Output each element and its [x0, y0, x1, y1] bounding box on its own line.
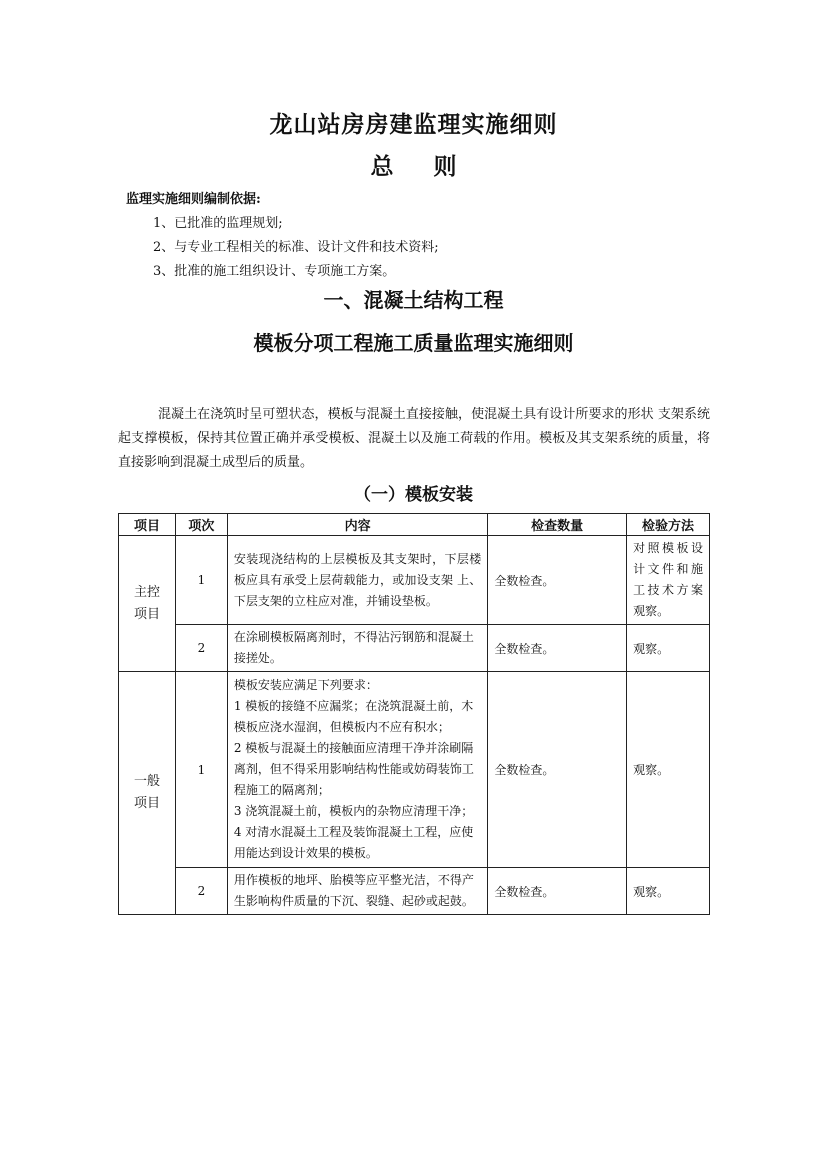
method-cell: 观察。	[627, 868, 710, 915]
category-line: 一般	[133, 774, 160, 789]
index-cell: 1	[175, 672, 227, 868]
content-cell: 用作模板的地坪、胎模等应平整光洁，不得产生影响构件质量的下沉、裂缝、起砂或起鼓。	[227, 868, 487, 915]
document-title: 龙山站房房建监理实施细则	[269, 111, 558, 138]
table-row	[119, 868, 710, 915]
content-line: 2 模板与混凝土的接触面应清理干净并涂刷隔离剂，但不得采用影响结构性能或妨碍装饰工程施工的隔离剂；	[233, 741, 474, 797]
index-cell: 2	[175, 625, 227, 672]
header-inspection-method: 检验方法	[627, 514, 710, 536]
check-quantity-cell: 全数检查。	[488, 536, 627, 625]
content-cell: 安装现浇结构的上层模板及其支架时，下层楼板应具有承受上层荷载能力，或加设支架 上、下层支架的立柱应对准，并铺设垫板。	[227, 536, 487, 625]
basis-item: 3、批准的施工组织设计、专项施工方案。	[153, 264, 396, 279]
content-cell	[227, 672, 487, 868]
index-cell: 2	[175, 868, 227, 915]
header-index: 项次	[175, 514, 227, 536]
header-item: 项目	[119, 514, 176, 536]
section-title: 一、混凝土结构工程	[323, 288, 504, 312]
table-row	[119, 672, 710, 868]
check-quantity-cell: 全数检查。	[488, 868, 627, 915]
section-subtitle: 模板分项工程施工质量监理实施细则	[253, 331, 574, 355]
inspection-table	[118, 513, 710, 915]
check-quantity-cell: 全数检查。	[488, 625, 627, 672]
index-cell: 1	[175, 536, 227, 625]
category-line: 主控	[133, 584, 160, 600]
table-row	[119, 625, 710, 672]
content-line: 1 模板的接缝不应漏浆；在浇筑混凝土前，木模板应浇水湿润，但模板内不应有积水；	[233, 699, 474, 734]
category-line: 项目	[133, 796, 160, 811]
table-title: （一）模板安装	[354, 485, 473, 505]
basis-heading: 监理实施细则编制依据:	[126, 192, 261, 207]
content-line: 3 浇筑混凝土前，模板内的杂物应清理干净；	[233, 804, 474, 818]
header-check-quantity: 检查数量	[488, 514, 627, 536]
method-cell: 观察。	[627, 672, 710, 868]
category-cell	[119, 536, 176, 672]
basis-item: 1、已批准的监理规划;	[153, 216, 283, 231]
table-row	[119, 536, 710, 625]
method-cell: 对照模板设计文件和施工技术方案观察。	[627, 536, 710, 625]
header-content: 内容	[227, 514, 487, 536]
content-line: 模板安装应满足下列要求：	[233, 678, 378, 692]
table-header-row	[119, 514, 710, 536]
category-line: 项目	[133, 606, 160, 622]
method-cell: 观察。	[627, 625, 710, 672]
category-cell	[119, 672, 176, 915]
general-provisions-heading	[0, 148, 827, 181]
subtitle-text: 总 则	[370, 153, 457, 180]
content-line: 4 对清水混凝土工程及装饰混凝土工程，应使用能达到设计效果的模板。	[233, 825, 474, 860]
intro-paragraph: 混凝土在浇筑时呈可塑状态，模板与混凝土直接接触，使混凝土具有设计所要求的形状 支架系统起支撑模板，保持其位置正确并承受模板、混凝土以及施工荷载的作用。模板及其支架系统的质量，将直接影响到混凝土成型后的质量。	[118, 407, 710, 470]
basis-item: 2、与专业工程相关的标准、设计文件和技术资料;	[153, 240, 439, 255]
content-cell: 在涂刷模板隔离剂时，不得沾污钢筋和混凝土接搓处。	[227, 625, 487, 672]
check-quantity-cell: 全数检查。	[488, 672, 627, 868]
